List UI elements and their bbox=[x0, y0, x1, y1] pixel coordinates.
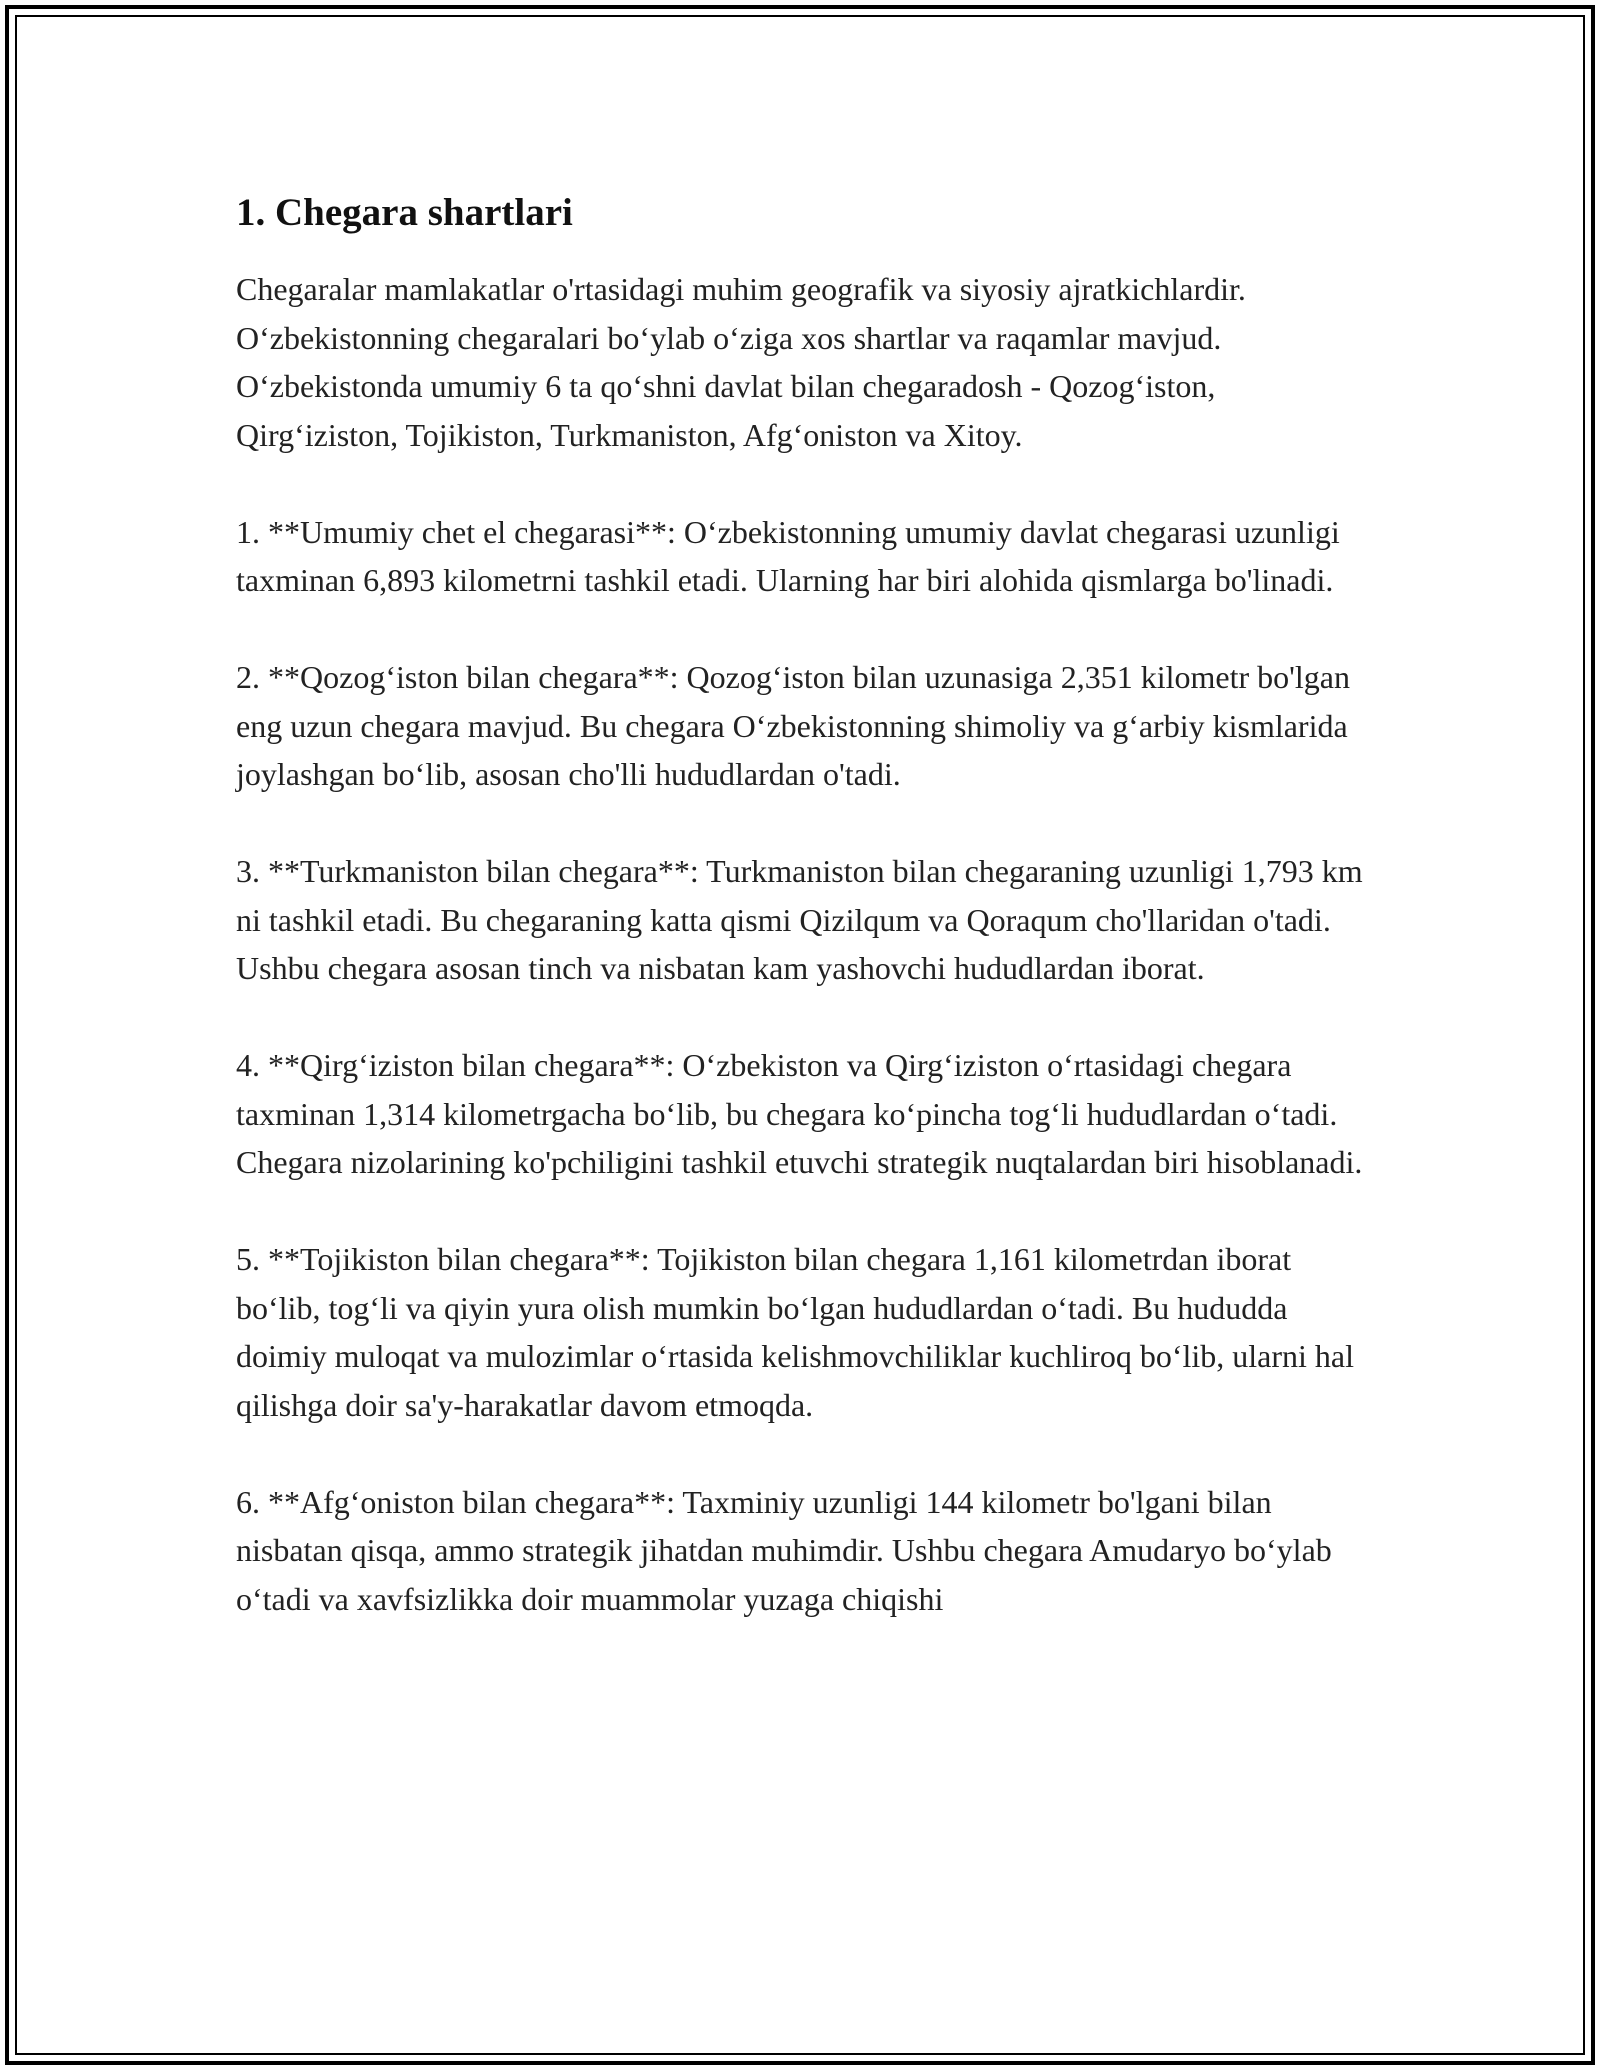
paragraph-kazakhstan-border: 2. **Qozog‘iston bilan chegara**: Qozog‘iston bilan uzunasiga 2,351 kilometr bo'lgan eng uzun chegara mavjud. Bu chegara O‘zbekistonning shimoliy va g‘arbiy kismlarida joylashgan bo‘lib, asosan cho'lli hududlardan o'tadi. bbox=[236, 659, 1350, 792]
paragraph-afghanistan-border: 6. **Afg‘oniston bilan chegara**: Taxminiy uzunligi 144 kilometr bo'lgani bilan nisbatan qisqa, ammo strategik jihatdan muhimdir. Ushbu chegara Amudaryo bo‘ylab o‘tadi va xavfsizlikka doir muammolar yuzaga chiqishi bbox=[236, 1483, 1332, 1617]
paragraph-turkmenistan-border: 3. **Turkmaniston bilan chegara**: Turkmaniston bilan chegaraning uzunligi 1,793 km ni tashkil etadi. Bu chegaraning katta qismi Qizilqum va Qoraqum cho'llaridan o'tadi. Ushbu chegara asosan tinch va nisbatan kam yashovchi hududlardan iborat. bbox=[236, 853, 1363, 986]
paragraph-kyrgyzstan-border: 4. **Qirg‘iziston bilan chegara**: O‘zbekiston va Qirg‘iziston o‘rtasidagi chegara taxminan 1,314 kilometrgacha bo‘lib, bu chegara ko‘pincha tog‘li hududlardan o‘tadi. Chegara nizolarining ko'pchiligini tashkil etuvchi strategik nuqtalardan biri hisoblanadi. bbox=[236, 1047, 1363, 1180]
paragraph-total-border: 1. **Umumiy chet el chegarasi**: O‘zbekistonning umumiy davlat chegarasi uzunligi taxminan 6,893 kilometrni tashkil etadi. Ularning har biri alohida qismlarga bo'linadi. bbox=[236, 513, 1340, 598]
document-body bbox=[236, 185, 1366, 1623]
intro-paragraph: Chegaralar mamlakatlar o'rtasidagi muhim geografik va siyosiy ajratkichlardir. O‘zbekistonning chegaralari bo‘ylab o‘ziga xos shartlar va raqamlar mavjud. O‘zbekistonda umumiy 6 ta qo‘shni davlat bilan chegaradosh - Qozog‘iston, Qirg‘iziston, Tojikiston, Turkmaniston, Afg‘oniston va Xitoy. bbox=[236, 271, 1246, 453]
paragraph-tajikistan-border: 5. **Tojikiston bilan chegara**: Tojikiston bilan chegara 1,161 kilometrdan iborat bo‘lib, tog‘li va qiyin yura olish mumkin bo‘lgan hududlardan o‘tadi. Bu hududda doimiy muloqat va mulozimlar o‘rtasida kelishmovchiliklar kuchliroq bo‘lib, ularni hal qilishga doir sa'y-harakatlar davom etmoqda. bbox=[236, 1241, 1354, 1423]
section-heading: 1. Chegara shartlari bbox=[236, 191, 573, 234]
